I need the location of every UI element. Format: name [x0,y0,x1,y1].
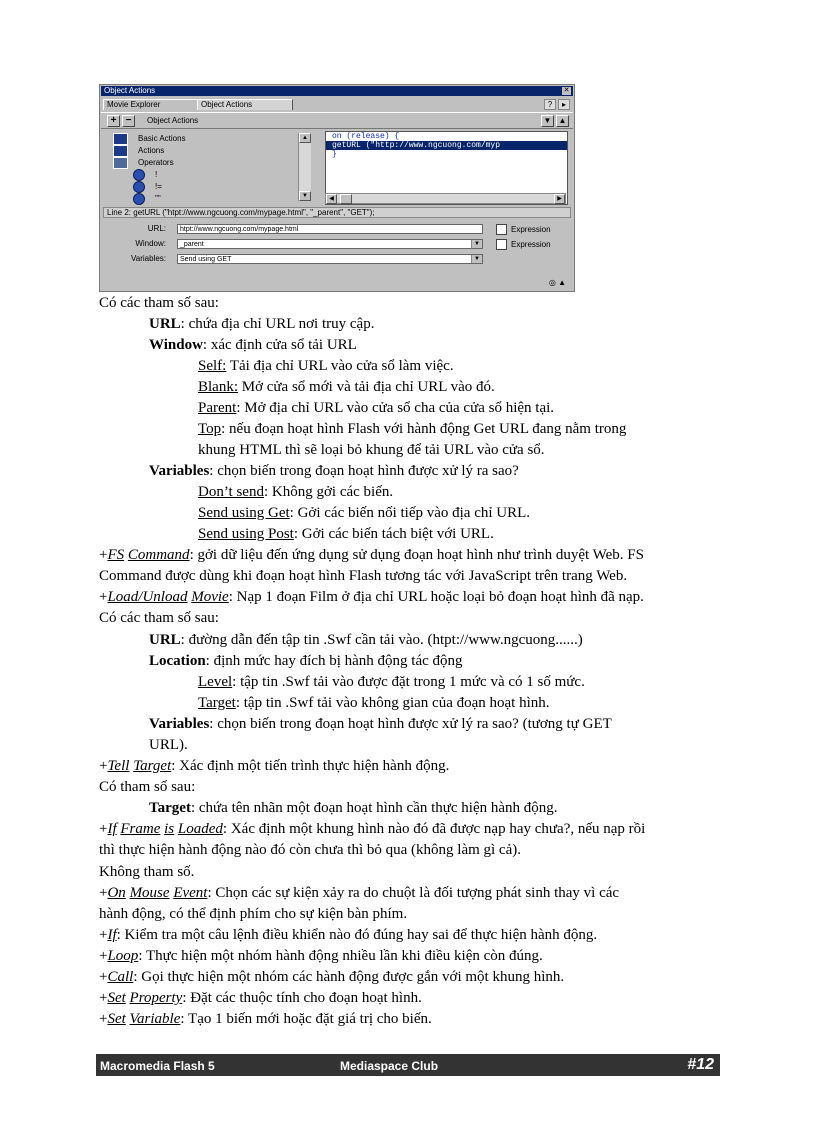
term-bold: Variables [149,716,210,732]
term-underlined: Top [198,421,222,437]
text-line [149,461,519,482]
text-run: URL). [149,737,188,753]
term-underlined: Property [129,990,183,1006]
menu-arrow-icon[interactable]: ▸ [558,99,570,110]
chevron-down-icon[interactable]: ▼ [471,240,482,248]
text-run: : đường dẫn đến tập tin .Swf cần tải vào. (htpt://www.ngcuong......) [180,632,583,648]
variables-select[interactable] [177,254,483,264]
text-line [99,756,449,777]
term-bold: Variables [149,463,210,479]
text-line [198,503,530,524]
text-line [99,925,597,946]
panel-corner-icons [549,278,566,287]
text-line [149,314,374,335]
text-line [198,377,495,398]
text-line [198,356,454,377]
text-line [99,967,564,988]
toolbox-item[interactable] [113,181,162,192]
term-underlined: Movie [191,589,229,605]
variables-value: Send using GET [180,256,232,263]
text-line [198,672,585,693]
text-run: Không tham số. [99,864,195,880]
term-underlined: If [107,821,117,837]
text-run: : Nạp 1 đoạn Film ở địa chỉ URL hoặc loại bỏ đoạn hoạt hình đã nạp. [228,589,644,605]
text-run: : chọn biến trong đoạn hoạt hình được xử lý ra sao? [209,463,519,479]
toolbox-scrollbar[interactable] [298,133,311,201]
text-run: + [99,589,108,605]
text-run: : chứa tên nhãn một đoạn hoạt hình cần thực hiện hành động. [190,800,558,816]
text-run: : chọn biến trong đoạn hoạt hình được xử lý ra sao? (tương tự GET [209,716,612,732]
text-line [198,440,545,461]
book-icon [113,145,128,157]
text-line [198,419,626,440]
text-run: : chứa địa chỉ URL nơi truy cập. [180,316,375,332]
text-line [198,524,494,545]
toolbox-item[interactable] [113,145,164,156]
text-run: : Không gởi các biến. [263,484,394,500]
term-bold: URL [149,632,181,648]
term-underlined: Target [198,695,236,711]
text-run: : định mức hay đích bị hành động tác động [205,653,463,669]
term-underlined: Event [173,885,208,901]
expand-icon[interactable]: ▲ [558,278,566,287]
tab-label: Object Actions [201,100,253,109]
footer-title: Macromedia Flash 5 [100,1059,215,1073]
term-underlined: is [164,821,175,837]
text-line [99,883,619,904]
text-run: + [99,948,108,964]
text-run: : nếu đoạn hoạt hình Flash với hành động Get URL đang nằm trong [221,421,627,437]
expression-label: Expression [511,225,551,234]
window-param-row [100,238,576,250]
text-run: Tải địa chỉ URL vào cửa sổ làm việc. [226,358,454,374]
term-underlined: Target [133,758,172,774]
term-underlined: Frame [120,821,161,837]
text-run: + [99,547,108,563]
text-run: : Tạo 1 biến mới hoặc đặt giá trị cho biến. [180,1011,432,1027]
text-run: Mở cửa sổ mới và tải địa chỉ URL vào đó. [238,379,495,395]
text-run: : Mở địa chỉ URL vào cửa sổ cha của cửa sổ hiện tại. [236,400,555,416]
panel-titlebar [101,86,573,96]
text-run: : Xác định một khung hình nào đó đã được nạp hay chưa?, nếu nạp rồi [222,821,646,837]
operator-icon [133,169,145,181]
text-line [149,651,463,672]
text-line [99,777,195,798]
term-bold: Window [149,337,203,353]
text-line [99,988,422,1009]
url-input[interactable] [177,224,483,234]
close-icon[interactable]: ✕ [563,87,570,94]
text-line [99,545,644,566]
text-run: khung HTML thì sẽ loại bỏ khung để tải URL vào cửa sổ. [198,442,545,458]
term-underlined: Send using Post [198,526,294,542]
text-run: : Kiểm tra một câu lệnh điều khiển nào đó đúng hay sai để thực hiện hành động. [116,927,598,943]
footer-club: Mediaspace Club [340,1059,439,1073]
term-underlined: Command [127,547,190,563]
url-expression-checkbox[interactable] [496,224,507,235]
url-param-row [100,223,576,235]
chevron-down-icon[interactable]: ▼ [471,255,482,263]
text-line [149,714,612,735]
text-run: thì thực hiện hành động nào đó còn chưa thì bỏ qua (không làm gì cả). [99,842,521,858]
text-line [99,293,219,314]
text-run: : Xác định một tiến trình thực hiện hành động. [171,758,450,774]
term-underlined: Parent [198,400,237,416]
text-run: : Chọn các sự kiện xảy ra do chuột là đối tượng phát sinh thay vì các [207,885,620,901]
text-line [149,798,558,819]
url-label: URL: [147,224,166,233]
text-line [149,335,357,356]
text-line [99,862,194,883]
text-run: : Gọi thực hiện một nhóm các hành động được gắn với một khung hình. [133,969,565,985]
term-underlined: Self: [198,358,227,374]
open-book-icon [113,157,128,169]
text-run: + [99,821,108,837]
text-run: + [99,927,108,943]
term-underlined: Loaded [177,821,223,837]
term-bold: URL [149,316,181,332]
term-underlined: Set [107,990,126,1006]
url-value: htpt://www.ngcuong.com/mypage.html [180,226,299,233]
toolbox-label: "" [155,194,161,204]
scroll-thumb[interactable] [340,194,352,204]
actions-toolbar [101,112,573,129]
scroll-down-icon[interactable]: ▼ [299,191,311,201]
term-underlined: Mouse [129,885,170,901]
toolbox-label: != [155,182,162,192]
text-run: Có tham số sau: [99,779,196,795]
text-line [99,1009,432,1030]
text-run: hành động, có thể định phím cho sự kiện bàn phím. [99,906,408,922]
toolbox-label: ! [155,170,158,180]
text-run: : Đặt các thuộc tính cho đoạn hoạt hình. [182,990,422,1006]
expression-label: Expression [511,240,551,249]
actions-toolbox [109,131,315,205]
term-underlined: Set [107,1011,126,1027]
object-actions-panel [99,84,575,292]
text-run: + [99,885,108,901]
text-line [99,904,407,925]
move-down-icon[interactable]: ▼ [541,115,554,127]
toolbox-item[interactable] [113,133,186,144]
term-underlined: Don’t send [198,484,264,500]
text-run: Có các tham số sau: [99,295,219,311]
text-run: : tập tin .Swf tải vào không gian của đoạn hoạt hình. [235,695,550,711]
panel-menu-icons [542,99,570,110]
move-up-icon[interactable]: ▲ [556,115,569,127]
text-line [99,819,645,840]
term-underlined: Variable [129,1011,181,1027]
variables-param-row [100,253,576,265]
code-line: } [332,150,337,159]
scroll-left-icon[interactable]: ◀ [326,194,337,204]
term-underlined: Blank: [198,379,238,395]
scroll-right-icon[interactable]: ▶ [554,194,565,204]
text-line [99,946,543,967]
text-run: + [99,990,108,1006]
panel-title: Object Actions [104,86,156,95]
remove-action-button[interactable]: − [122,115,135,127]
text-run: : Thực hiện một nhóm hành động nhiều lần khi điều kiện còn đúng. [138,948,543,964]
term-underlined: Load/Unload [107,589,188,605]
text-run: : xác định cửa sổ tải URL [202,337,357,353]
text-line [198,482,393,503]
toolbox-label: Operators [138,158,174,168]
window-value: _parent [180,241,204,248]
toolbar-arrows [539,115,569,127]
page-footer [96,1054,720,1076]
term-underlined: Tell [107,758,130,774]
toolbox-label: Basic Actions [138,134,186,144]
term-underlined: Loop [107,948,139,964]
text-line [99,840,521,861]
text-run: Command được dùng khi đoạn hoạt hình Flash tương tác với JavaScript trên trang Web. [99,568,628,584]
selected-line-status: Line 2: getURL ("htpt://www.ngcuong.com/mypage.html", "_parent", "GET"); [103,207,571,218]
operator-icon [133,193,145,205]
term-bold: Target [149,800,191,816]
text-run: : tập tin .Swf tải vào được đặt trong 1 mức và có 1 số mức. [232,674,585,690]
window-label: Window: [135,239,166,248]
panel-tabs [101,97,573,110]
text-line [99,566,627,587]
text-run: : gởi dữ liệu đến ứng dụng sử dụng đoạn hoạt hình như trình duyệt Web. FS [189,547,644,563]
tab-label: Movie Explorer [107,100,161,109]
scroll-up-icon[interactable]: ▲ [299,133,311,143]
text-run: : Gởi các biến tách biệt với URL. [293,526,494,542]
text-run: + [99,1011,108,1027]
variables-label: Variables: [131,254,166,263]
code-line-selected: getURL ("http://www.ngcuong.com/myp [326,141,567,150]
tab-movie-explorer[interactable] [103,99,200,110]
text-run: Có các tham số sau: [99,610,219,626]
term-underlined: Level [198,674,233,690]
text-run: : Gởi các biến nối tiếp vào địa chỉ URL. [289,505,531,521]
term-underlined: On [107,885,126,901]
target-icon[interactable]: ◎ [548,278,556,287]
book-icon [113,133,128,145]
text-line [99,587,644,608]
toolbox-item[interactable] [113,169,157,180]
term-bold: Location [149,653,206,669]
text-line [198,398,554,419]
text-line [198,693,550,714]
toolbox-label: Actions [138,146,165,156]
text-line [149,630,583,651]
toolbar-title: Object Actions [147,116,199,125]
text-line [99,608,219,629]
term-underlined: Call [107,969,134,985]
toolbox-item[interactable] [113,157,174,168]
toolbox-item[interactable] [113,193,161,204]
operator-icon [133,181,145,193]
tab-object-actions[interactable] [197,99,293,110]
text-line [149,735,188,756]
code-line: on (release) { [332,132,400,141]
text-run: + [99,758,108,774]
page-number: #12 [687,1056,714,1073]
add-action-button[interactable]: + [107,115,120,127]
term-underlined: Send using Get [198,505,290,521]
window-select[interactable] [177,239,483,249]
help-icon[interactable]: ? [544,99,556,110]
script-hscrollbar[interactable] [325,193,566,204]
term-underlined: If [107,927,117,943]
window-expression-checkbox[interactable] [496,239,507,250]
text-run: + [99,969,108,985]
term-underlined: FS [107,547,125,563]
